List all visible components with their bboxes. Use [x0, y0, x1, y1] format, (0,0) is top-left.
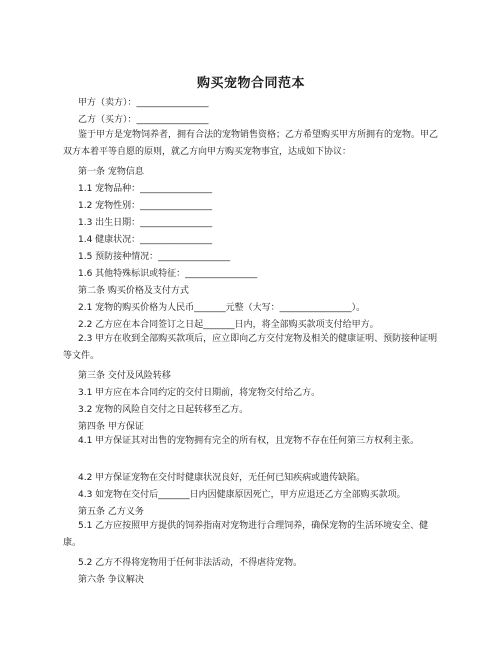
- article-1-item: 1.3 出生日期：________________: [78, 218, 213, 228]
- article-4-item: 4.1 甲方保证其对出售的宠物拥有完全的所有权，且宠物不存在任何第三方权利主张。: [78, 436, 420, 446]
- article-1-item: 1.2 宠物性别：________________: [78, 201, 213, 211]
- article-1-item: 1.6 其他特殊标识或特征：________________: [78, 269, 258, 279]
- article-4-item: 4.2 甲方保证宠物在交付时健康状况良好，无任何已知疾病或遗传缺陷。: [78, 473, 366, 483]
- article-3-item: 3.2 宠物的风险自交付之日起转移至乙方。: [78, 405, 249, 415]
- party-a-line: 甲方（卖方）：________________: [78, 98, 209, 108]
- article-1-item: 1.5 预防接种情况：________________: [78, 252, 231, 262]
- article-4-item: 4.3 如宠物在交付后_______日内因健康原因死亡，甲方应退还乙方全部购买款项。: [78, 490, 406, 500]
- article-6-heading: 第六条 争议解决: [78, 575, 144, 585]
- article-5-item: 5.2 乙方不得将宠物用于任何非法活动，不得虐待宠物。: [78, 558, 303, 568]
- article-1-item: 1.4 健康状况：________________: [78, 235, 213, 245]
- article-3-item: 3.1 甲方应在本合同约定的交付日期前，将宠物交付给乙方。: [78, 388, 321, 398]
- article-3-heading: 第三条 交付及风险转移: [78, 371, 171, 381]
- article-1-item: 1.1 宠物品种：________________: [78, 184, 213, 194]
- article-4-heading: 第四条 甲方保证: [78, 422, 144, 432]
- article-2-item: 2.3 甲方在收到全部购买款项后，应立即向乙方交付宠物及相关的健康证明、预防接种证明等文件。: [63, 334, 438, 361]
- party-b-line: 乙方（买方）：________________: [78, 115, 209, 125]
- document-title: 购买宠物合同范本: [196, 76, 305, 91]
- article-5-item: 5.1 乙方应按照甲方提供的饲养指南对宠物进行合理饲养，确保宠物的生活环境安全、健康。: [63, 521, 429, 548]
- article-2-item: 2.2 乙方应在本合同签订之日起_______日内，将全部购买款项支付给甲方。: [78, 320, 379, 330]
- intro-paragraph: 鉴于甲方是宠物饲养者，拥有合法的宠物销售资格；乙方希望购买甲方所拥有的宠物。甲乙双方本着平等自愿的原则，就乙方向甲方购买宠物事宜，达成如下协议：: [63, 130, 439, 157]
- article-1-heading: 第一条 宠物信息: [78, 167, 144, 177]
- article-2-item: 2.1 宠物的购买价格为人民币_______元整（大写：________________）。: [78, 303, 366, 313]
- article-2-heading: 第二条 购买价格及支付方式: [78, 286, 189, 296]
- article-5-heading: 第五条 乙方义务: [78, 507, 144, 517]
